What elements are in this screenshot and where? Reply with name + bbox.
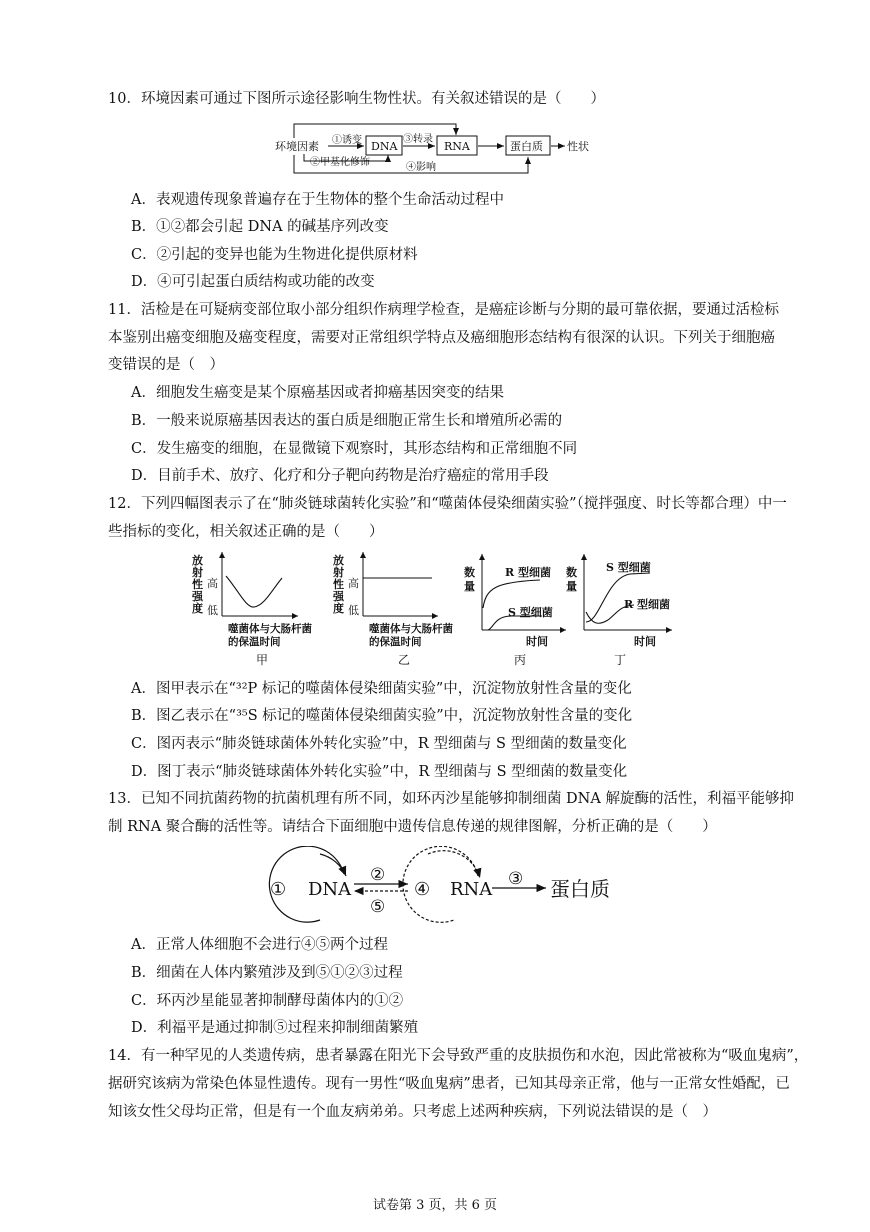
graph-bing bbox=[464, 554, 566, 667]
jia-y-char-1: 放 bbox=[192, 554, 203, 567]
jia-curve bbox=[226, 576, 282, 607]
q11-stem-line-2: 本鉴别出癌变细胞及癌变程度，需要对正常组织学特点及癌细胞形态结构有很深的认识。下列关于细胞癌 bbox=[108, 330, 775, 346]
bing-caption: 丙 bbox=[514, 653, 527, 667]
q13-option-a[interactable]: A．正常人体细胞不会进行④⑤两个过程 bbox=[131, 937, 388, 953]
q10-label-2: ②甲基化修饰 bbox=[310, 157, 370, 168]
jia-high-label: 高 bbox=[207, 577, 218, 590]
yi-low-label: 低 bbox=[348, 604, 359, 617]
q13-replication-arrow bbox=[320, 854, 346, 876]
q12-option-d[interactable]: D．图丁表示“肺炎链球菌体外转化实验”中，R 型细菌与 S 型细菌的数量变化 bbox=[131, 764, 628, 780]
jia-y-char-3: 性 bbox=[192, 578, 203, 591]
q13-rna-replication-arrow bbox=[428, 851, 480, 878]
q13-circle-3: ③ bbox=[508, 869, 524, 889]
bing-r-label: R 型细菌 bbox=[505, 566, 551, 579]
jia-y-char-4: 强 bbox=[192, 590, 203, 603]
q10-stem: 10．环境因素可通过下图所示途径影响生物性状。有关叙述错误的是（ ） bbox=[108, 91, 605, 107]
q10-option-b[interactable]: B．①②都会引起 DNA 的碱基序列改变 bbox=[131, 219, 389, 235]
q12-option-a[interactable]: A．图甲表示在“³²P 标记的噬菌体侵染细菌实验”中，沉淀物放射性含量的变化 bbox=[131, 681, 632, 697]
q10-option-d[interactable]: D．④可引起蛋白质结构或功能的改变 bbox=[131, 274, 375, 290]
graph-yi bbox=[332, 552, 453, 667]
q12-option-b[interactable]: B．图乙表示在“³⁵S 标记的噬菌体侵染细菌实验”中，沉淀物放射性含量的变化 bbox=[131, 708, 633, 724]
q13-rna-label: RNA bbox=[450, 879, 493, 900]
q13-circle-2: ② bbox=[370, 865, 386, 885]
q11-stem-line-1: 11．活检是在可疑病变部位取小部分组织作病理学检查，是癌症诊断与分期的最可靠依据，要通过活检标 bbox=[108, 302, 779, 318]
ding-y-char-1: 数 bbox=[566, 566, 577, 579]
graph-jia bbox=[191, 552, 312, 667]
q13-option-d[interactable]: D．利福平是通过抑制⑤过程来抑制细菌繁殖 bbox=[131, 1020, 419, 1036]
bing-y-char-1: 数 bbox=[464, 566, 475, 579]
q12-stem-line-1: 12．下列四幅图表示了在“肺炎链球菌转化实验”和“噬菌体侵染细菌实验”（搅拌强度、时长等都合理）中一 bbox=[108, 496, 787, 512]
q12-four-graphs bbox=[190, 550, 690, 674]
jia-x-label-1: 噬菌体与大肠杆菌 bbox=[228, 623, 312, 635]
q10-trait-label: 性状 bbox=[567, 140, 589, 153]
q14-stem-line-1: 14．有一种罕见的人类遗传病，患者暴露在阳光下会导致严重的皮肤损伤和水泡，因此常被称为“吸血鬼病”， bbox=[108, 1048, 809, 1064]
q10-env-label: 环境因素 bbox=[275, 140, 319, 153]
q13-circle-4: ④ bbox=[414, 879, 431, 900]
yi-y-char-2: 射 bbox=[333, 566, 344, 579]
yi-y-char-1: 放 bbox=[333, 554, 344, 567]
q11-stem-line-3: 变错误的是（ ） bbox=[108, 357, 224, 373]
yi-y-char-4: 强 bbox=[333, 590, 344, 603]
q11-option-a[interactable]: A．细胞发生癌变是某个原癌基因或者抑癌基因突变的结果 bbox=[131, 385, 504, 401]
bing-y-char-2: 量 bbox=[464, 580, 475, 593]
jia-x-label-2: 的保温时间 bbox=[228, 636, 281, 648]
bing-s-label: S 型细菌 bbox=[508, 606, 553, 619]
yi-x-label-2: 的保温时间 bbox=[369, 636, 422, 648]
bing-x-label: 时间 bbox=[526, 635, 548, 648]
yi-y-char-3: 性 bbox=[333, 578, 344, 591]
q11-option-c[interactable]: C．发生癌变的细胞，在显微镜下观察时，其形态结构和正常细胞不同 bbox=[131, 441, 578, 457]
jia-y-char-5: 度 bbox=[192, 602, 203, 615]
jia-caption: 甲 bbox=[256, 653, 269, 667]
bing-r-curve bbox=[483, 580, 540, 608]
q14-stem-line-2: 据研究该病为常染色体显性遗传。现有一男性“吸血鬼病”患者，已知其母亲正常，他与一正常女性婚配，已 bbox=[108, 1076, 790, 1092]
q12-option-c[interactable]: C．图丙表示“肺炎链球菌体外转化实验”中，R 型细菌与 S 型细菌的数量变化 bbox=[131, 736, 627, 752]
q10-option-a[interactable]: A．表观遗传现象普遍存在于生物体的整个生命活动过程中 bbox=[131, 192, 504, 208]
q10-dna-label: DNA bbox=[371, 140, 398, 153]
ding-x-label: 时间 bbox=[634, 635, 656, 648]
q10-rna-label: RNA bbox=[444, 140, 470, 153]
q12-stem-line-2: 些指标的变化，相关叙述正确的是（ ） bbox=[108, 524, 384, 540]
q13-protein-label: 蛋白质 bbox=[550, 877, 610, 901]
q10-label-4: ④影响 bbox=[406, 162, 436, 173]
yi-y-char-5: 度 bbox=[333, 602, 344, 615]
q13-dna-label: DNA bbox=[308, 879, 352, 900]
q10-pathway-diagram bbox=[270, 118, 600, 180]
q10-label-1: ①诱变 bbox=[332, 135, 362, 146]
jia-low-label: 低 bbox=[207, 604, 218, 617]
ding-caption: 丁 bbox=[614, 653, 627, 667]
ding-s-label: S 型细菌 bbox=[606, 561, 651, 574]
yi-high-label: 高 bbox=[348, 577, 359, 590]
q13-circle-5: ⑤ bbox=[370, 897, 386, 917]
q13-option-b[interactable]: B．细菌在人体内繁殖涉及到⑤①②③过程 bbox=[131, 965, 403, 981]
q13-option-c[interactable]: C．环丙沙星能显著抑制酵母菌体内的①② bbox=[131, 993, 404, 1009]
q10-protein-label: 蛋白质 bbox=[510, 140, 543, 153]
q13-circle-1: ① bbox=[270, 879, 287, 900]
jia-y-char-2: 射 bbox=[192, 566, 203, 579]
q11-option-b[interactable]: B．一般来说原癌基因表达的蛋白质是细胞正常生长和增殖所必需的 bbox=[131, 413, 563, 429]
q14-stem-line-3: 知该女性父母均正常，但是有一个血友病弟弟。只考虑上述两种疾病，下列说法错误的是（ ） bbox=[108, 1104, 717, 1120]
q13-central-dogma-diagram bbox=[258, 846, 618, 930]
ding-y-char-2: 量 bbox=[566, 580, 577, 593]
ding-r-label: R 型细菌 bbox=[624, 598, 670, 611]
yi-caption: 乙 bbox=[398, 653, 411, 667]
q13-stem-line-2: 制 RNA 聚合酶的活性等。请结合下面细胞中遗传信息传递的规律图解，分析正确的是（ ） bbox=[108, 819, 717, 835]
graph-ding bbox=[566, 554, 672, 667]
yi-x-label-1: 噬菌体与大肠杆菌 bbox=[369, 623, 453, 635]
q10-option-c[interactable]: C．②引起的变异也能为生物进化提供原材料 bbox=[131, 247, 418, 263]
q10-label-3: ③转录 bbox=[403, 134, 433, 145]
q11-option-d[interactable]: D．目前手术、放疗、化疗和分子靶向药物是治疗癌症的常用手段 bbox=[131, 468, 549, 484]
page-footer: 试卷第 3 页，共 6 页 bbox=[372, 1198, 498, 1213]
q13-stem-line-1: 13．已知不同抗菌药物的抗菌机理有所不同，如环丙沙星能够抑制细菌 DNA 解旋酶的活性，利福平能够抑 bbox=[108, 791, 794, 807]
